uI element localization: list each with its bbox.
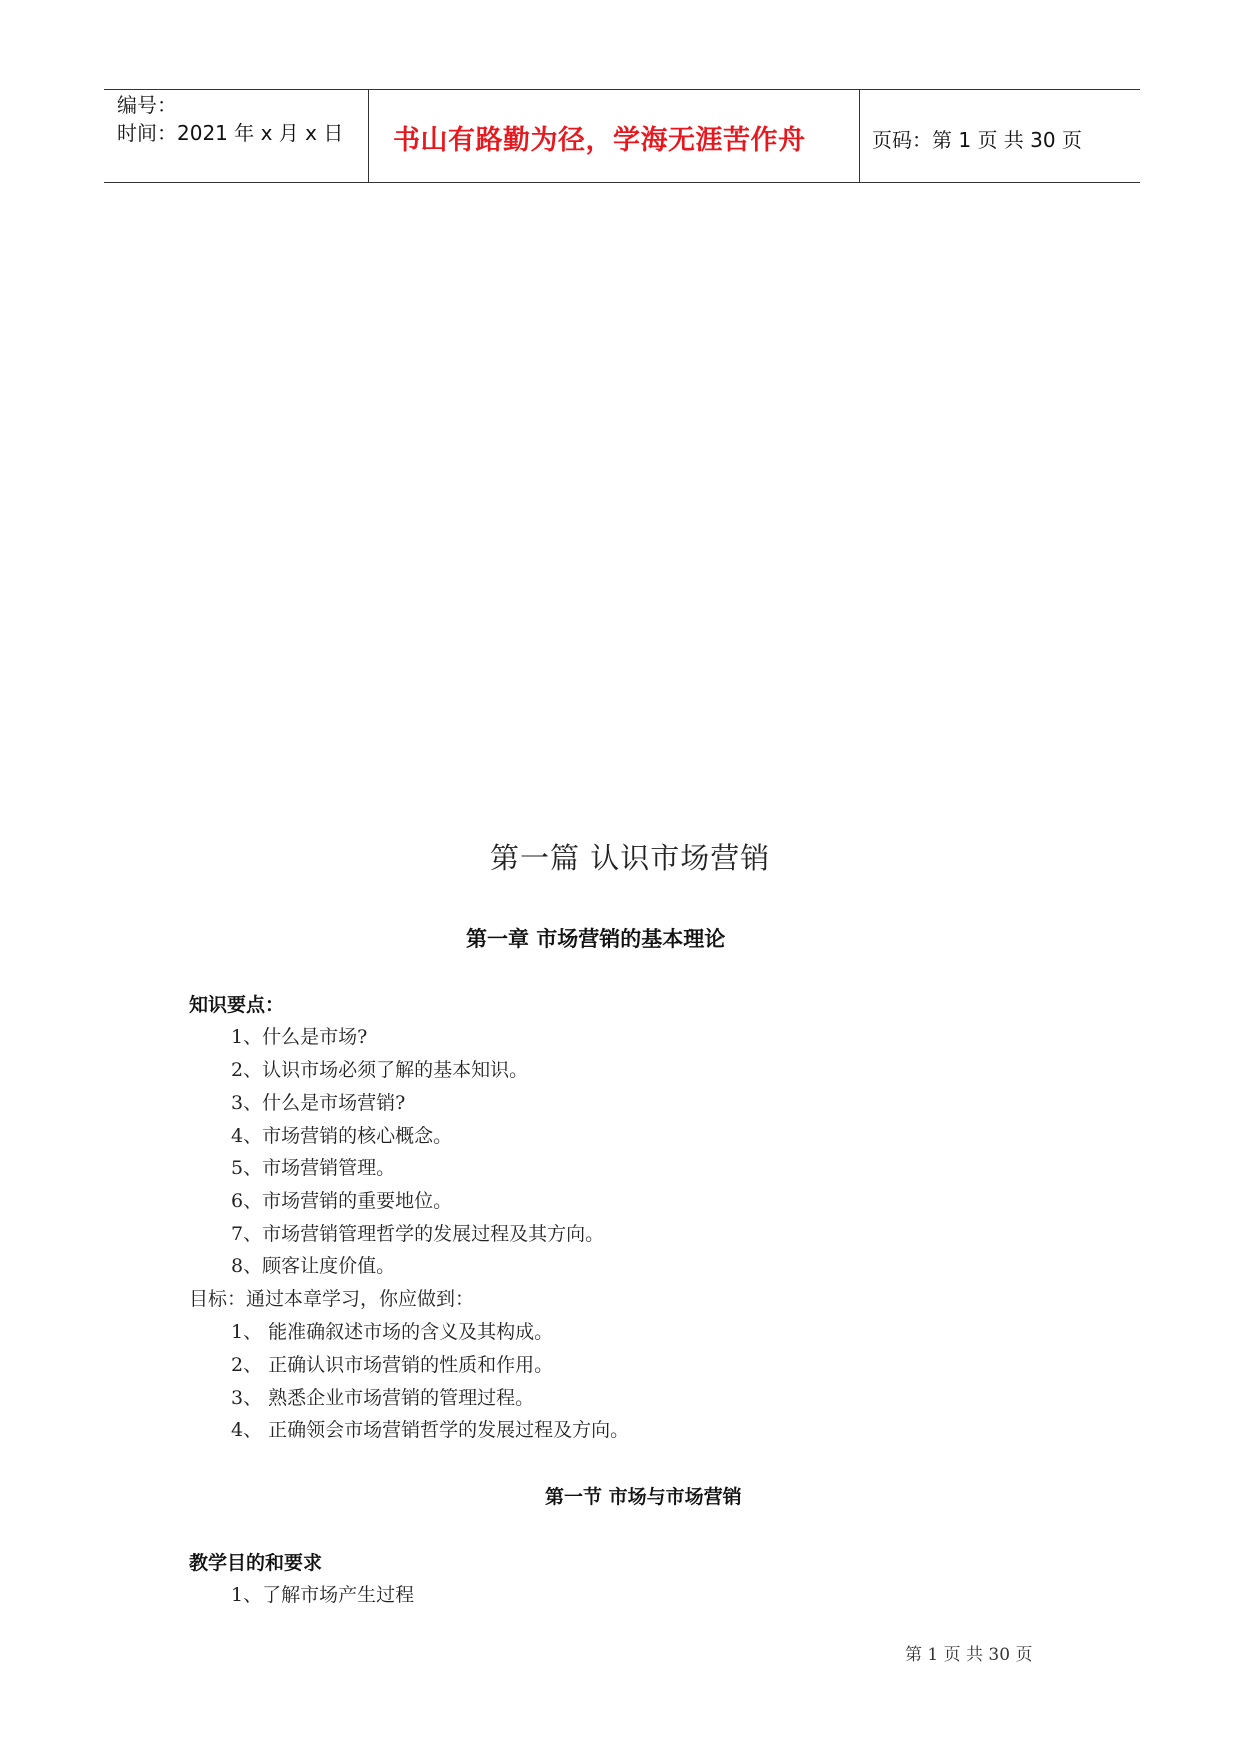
- page-footer: 第 1 页 共 30 页: [905, 1645, 1033, 1665]
- header-page-info: 页码：第 1 页 共 30 页: [872, 128, 1082, 152]
- header-time-label: 时间：2021 年 x 月 x 日: [117, 121, 344, 145]
- header-motto: 书山有路勤为径，学海无涯苦作舟: [393, 125, 806, 156]
- list-item: 3、 熟悉企业市场营销的管理过程。: [231, 1387, 535, 1409]
- header-bottom-rule: [104, 182, 1140, 183]
- section-title: 第一节 市场与市场营销: [545, 1486, 742, 1508]
- header-divider-left: [368, 89, 369, 183]
- list-item: 1、 能准确叙述市场的含义及其构成。: [231, 1321, 554, 1343]
- chapter-title: 第一章 市场营销的基本理论: [466, 927, 726, 951]
- list-item: 4、 正确领会市场营销哲学的发展过程及方向。: [231, 1419, 630, 1441]
- header-divider-right: [859, 89, 860, 183]
- list-item: 2、 正确认识市场营销的性质和作用。: [231, 1354, 554, 1376]
- list-item: 8、顾客让度价值。: [231, 1255, 396, 1277]
- knowledge-heading: 知识要点：: [189, 994, 285, 1016]
- list-item: 4、市场营销的核心概念。: [231, 1125, 453, 1147]
- list-item: 1、什么是市场?: [231, 1026, 368, 1048]
- header-top-rule: [104, 89, 1140, 90]
- list-item: 3、什么是市场营销?: [231, 1092, 406, 1114]
- teaching-heading: 教学目的和要求: [189, 1552, 323, 1574]
- list-item: 7、市场营销管理哲学的发展过程及其方向。: [231, 1223, 605, 1245]
- part-title: 第一篇 认识市场营销: [490, 841, 771, 875]
- goals-heading: 目标：通过本章学习，你应做到：: [189, 1288, 475, 1310]
- list-item: 2、认识市场必须了解的基本知识。: [231, 1059, 529, 1081]
- header-number-label: 编号：: [117, 93, 177, 117]
- list-item: 5、市场营销管理。: [231, 1157, 396, 1179]
- list-item: 6、市场营销的重要地位。: [231, 1190, 453, 1212]
- list-item: 1、了解市场产生过程: [231, 1584, 415, 1606]
